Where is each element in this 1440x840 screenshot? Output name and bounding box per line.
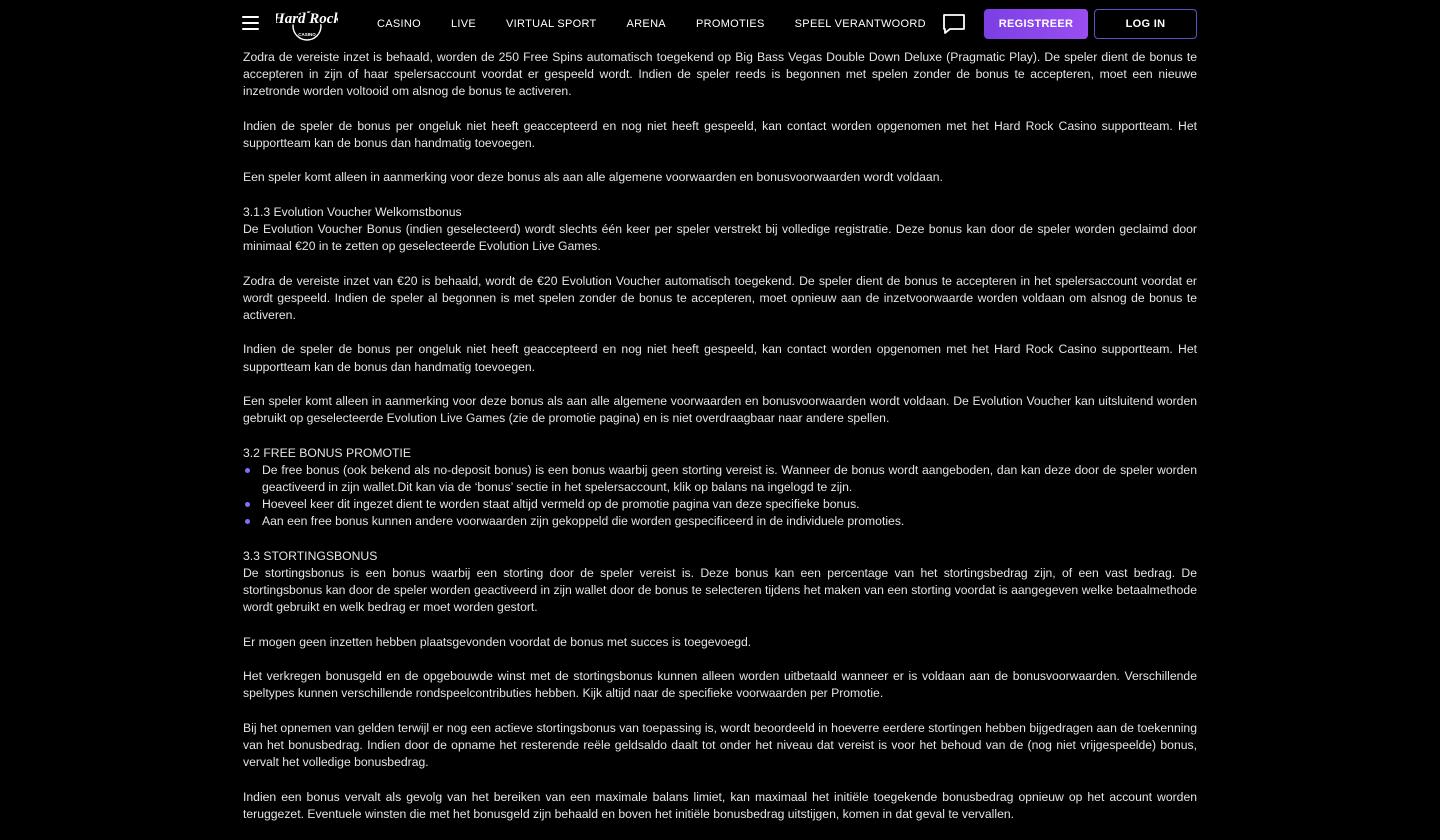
paragraph: De stortingsbonus is een bonus waarbij een storting door de speler vereist is. Deze bonus kan een percentage van het stortingsbedrag zijn, of een vast bedrag. De stortingsbonus kan door de speler worden geactiveerd in zijn wallet door de bonus te selecteren tijdens het maken van een storting voordat is aangegeven welke betaalmethode wordt gebruikt en welk bedrag er moet worden gestort. [243,565,1197,615]
bullet-list [243,462,1197,531]
hard-rock-casino-logo[interactable] [276,6,338,42]
logo-subtext: CASINO [298,32,316,37]
login-button[interactable]: LOG IN [1094,9,1197,39]
paragraph: Het verkregen bonusgeld en de opgebouwde winst met de stortingsbonus kunnen alleen worden uitbetaald wanneer er is voldaan aan de bonusvoorwaarden. Verschillende speltypes kunnen verschillende rondspeelcontributies hebben. Kijk altijd naar de specifieke voorwaarden per Promotie. [243,669,1197,701]
paragraph: Zodra de vereiste inzet van €20 is behaald, wordt de €20 Evolution Voucher automatisch toegekend. De speler dient de bonus te accepteren in het spelersaccount voordat er wordt gespeeld. Indien de speler al begonnen is met spelen zonder de bonus te accepteren, moet opnieuw aan de inzetvoorwaarde worden voldaan om alsnog de bonus te activeren. [243,273,1197,322]
section-heading-3-1-3: 3.1.3 Evolution Voucher Welkomstbonus [243,204,462,219]
list-item: De free bonus (ook bekend als no-deposit bonus) is een bonus waarbij geen storting vereist is. Wanneer de bonus wordt aangeboden, dan kan deze door de speler worden geactiveerd in zijn wallet.Dit kan via de ‘bonus’ sectie in het spelersaccount, klik op balans na ingelogd te zijn. [243,462,1197,496]
terms-content [243,49,1197,840]
chat-bubble-icon[interactable] [942,13,966,35]
paragraph: Een speler komt alleen in aanmerking voor deze bonus als aan alle algemene voorwaarden en bonusvoorwaarden wordt voldaan. De Evolution Voucher kan uitsluitend worden gebruikt op geselecteerde Evolution Live Games (zie de promotie pagina) en is niet overdraagbaar naar andere spellen. [243,393,1197,426]
paragraph: Indien de speler de bonus per ongeluk niet heeft geaccepteerd en nog niet heeft gespeeld, kan contact worden opgenomen met het Hard Rock Casino supportteam. Het supportteam kan de bonus dan handmatig toevoegen. [243,118,1197,150]
paragraph: Een speler komt alleen in aanmerking voor deze bonus als aan alle algemene voorwaarden en bonusvoorwaarden wordt voldaan. [243,170,943,185]
nav-live[interactable]: LIVE [450,17,477,30]
paragraph: Bij het opnemen van gelden terwijl er nog een actieve stortingsbonus van toepassing is, wordt beoordeeld in hoeverre eerdere stortingen hebben bijgedragen aan de toekenning van het bonusbedrag. Indien door de opname het resterende reële geldsaldo daalt tot onder het niveau dat vereist is voor het behoud van de (nog niet vrijgespeelde) bonus, vervalt het volledige bonusbedrag. [243,720,1197,770]
logo-wordmark: Hard Rock [276,11,338,27]
paragraph: Er mogen geen inzetten hebben plaatsgevonden voordat de bonus met succes is toegevoegd. [243,634,752,649]
list-item: Aan een free bonus kunnen andere voorwaarden zijn gekoppeld die worden gespecificeerd in de individuele promoties. [243,513,1197,530]
list-item: Hoeveel keer dit ingezet dient te worden staat altijd vermeld op de promotie pagina van deze specifieke bonus. [243,496,1197,513]
nav-virtual-sport[interactable]: VIRTUAL SPORT [506,17,597,30]
section-heading-3-3: 3.3 STORTINGSBONUS [243,548,378,563]
paragraph: De Evolution Voucher Bonus (indien geselecteerd) wordt slechts één keer per speler verstrekt bij volledige registratie. Deze bonus kan door de speler worden geclaimd door minimaal €20 in te zetten op geselecteerde Evolution Live Games. [243,221,1197,254]
main-nav [362,0,941,47]
chat-bubble-graphic [942,13,966,35]
section-heading-3-2: 3.2 FREE BONUS PROMOTIE [243,445,411,460]
paragraph: Indien een bonus vervalt als gevolg van het bereiken van een maximale balans limiet, kan maximaal het initiële toegekende bonusbedrag opnieuw op het account worden teruggezet. Eventuele winsten die met het bonusgeld zijn behaald en boven het initiële bonusbedrag uitstijgen, komen in dat geval te vervallen. [243,789,1197,821]
top-navigation-bar [0,0,1440,47]
paragraph: Indien de speler de bonus per ongeluk niet heeft geaccepteerd en nog niet heeft gespeeld, kan contact worden opgenomen met het Hard Rock Casino supportteam. Het supportteam kan de bonus dan handmatig toevoegen. [243,342,1197,374]
nav-speel-verantwoord[interactable]: SPEEL VERANTWOORD [794,17,926,30]
nav-arena[interactable]: ARENA [626,17,666,30]
nav-casino[interactable]: CASINO [377,17,421,30]
paragraph: Zodra de vereiste inzet is behaald, worden de 250 Free Spins automatisch toegekend op Big Bass Vegas Double Down Deluxe (Pragmatic Play). De speler dient de bonus te accepteren in zijn of haar spelersaccount voordat er gespeeld wordt. Indien de speler reeds is begonnen met spelen zonder de bonus te accepteren, moet een nieuwe inzetronde worden voltooid om alsnog de bonus te activeren. [243,50,1197,99]
logo-graphic [276,6,338,42]
nav-promoties[interactable]: PROMOTIES [695,17,765,30]
hamburger-menu-icon[interactable] [242,16,259,30]
register-button[interactable]: REGISTREER [984,9,1088,39]
